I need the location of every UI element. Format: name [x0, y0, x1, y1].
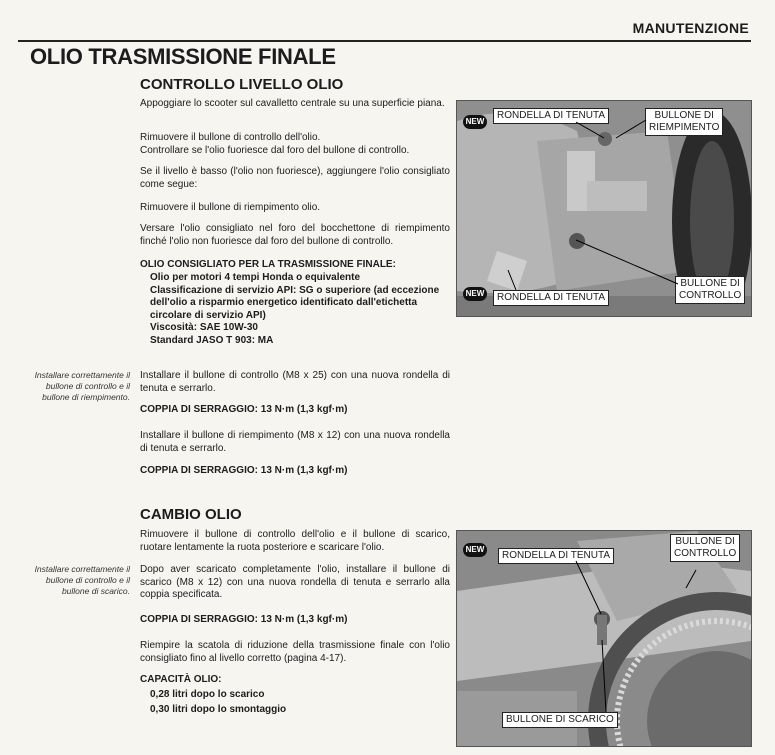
label-seal: RONDELLA DI TENUTA — [498, 548, 614, 564]
label-seal-top: RONDELLA DI TENUTA — [493, 108, 609, 124]
check-p1: Appoggiare lo scooter sul cavalletto centrale su una superficie piana. — [140, 98, 445, 109]
rec-oil-line: Classificazione di servizio API: SG o superiore (ad eccezione dell'olio a risparmio energetico identificato dall'etichetta circolare di servizio API) — [150, 284, 440, 321]
capacity-line: 0,30 litri dopo lo smontaggio — [150, 704, 287, 715]
check-p2a: Rimuovere il bullone di controllo dell'olio. — [140, 132, 321, 143]
page-title: OLIO TRASMISSIONE FINALE — [30, 44, 336, 69]
label-fill-bolt-line: RIEMPIMENTO — [649, 122, 720, 133]
change-heading: CAMBIO OLIO — [140, 506, 242, 523]
label-check-bolt-line: BULLONE DI — [675, 536, 735, 547]
label-check-bolt-line: CONTROLLO — [679, 290, 742, 301]
install-note-1: Installare correttamente il bullone di controllo e il bullone di riempimento. — [34, 370, 130, 402]
label-drain-bolt: BULLONE DI SCARICO — [502, 712, 618, 728]
section-header: MANUTENZIONE — [632, 20, 749, 36]
check-p2b: Controllare se l'olio fuoriesce dal foro del bullone di controllo. — [140, 145, 410, 156]
rec-oil-line: Olio per motori 4 tempi Honda o equivalente — [150, 272, 361, 283]
rec-oil-line: Standard JASO T 903: MA — [150, 334, 274, 346]
figure2-leaders — [456, 530, 750, 745]
header-rule — [18, 40, 751, 42]
new-badge: NEW — [463, 115, 487, 129]
capacity-heading: CAPACITÀ OLIO: — [140, 674, 222, 685]
change-p3: Riempire la scatola di riduzione della trasmissione finale con l'olio consigliato fino al livello corretto (pagina 4-17). — [140, 640, 450, 664]
label-seal-bottom: RONDELLA DI TENUTA — [493, 290, 609, 306]
check-p7: Installare il bullone di riempimento (M8 x 12) con una nuova rondella di tenuta e serrarlo. — [140, 430, 450, 454]
new-badge: NEW — [463, 543, 487, 557]
capacity-line: 0,28 litri dopo lo scarico — [150, 689, 265, 700]
label-fill-bolt-line: BULLONE DI — [654, 110, 714, 121]
check-p3: Se il livello è basso (l'olio non fuoriesce), aggiungere l'olio consigliato come segue: — [140, 166, 450, 190]
figure1-leaders — [456, 100, 750, 315]
new-badge: NEW — [463, 287, 487, 301]
rec-oil-line: Viscosità: SAE 10W-30 — [150, 322, 258, 333]
torque-2: COPPIA DI SERRAGGIO: 13 N·m (1,3 kgf·m) — [140, 465, 348, 476]
check-heading: CONTROLLO LIVELLO OLIO — [140, 76, 344, 93]
label-check-bolt-line: CONTROLLO — [674, 548, 737, 559]
check-p5: Versare l'olio consigliato nel foro del bocchettone di riempimento finché l'olio non fuoriesce dal foro del bullone di controllo. — [140, 223, 450, 247]
change-p2: Dopo aver scaricato completamente l'olio, installare il bullone di scarico (M8 x 12) con una nuova rondella di tenuta e serrarlo alla coppia specificata. — [140, 564, 450, 600]
check-p4: Rimuovere il bullone di riempimento olio. — [140, 202, 321, 213]
label-check-bolt-line: BULLONE DI — [680, 278, 740, 289]
torque-3: COPPIA DI SERRAGGIO: 13 N·m (1,3 kgf·m) — [140, 614, 348, 625]
check-p6: Installare il bullone di controllo (M8 x 25) con una nuova rondella di tenuta e serrarlo. — [140, 370, 450, 394]
torque-1: COPPIA DI SERRAGGIO: 13 N·m (1,3 kgf·m) — [140, 404, 348, 415]
install-note-2: Installare correttamente il bullone di controllo e il bullone di scarico. — [34, 564, 130, 596]
rec-oil-heading: OLIO CONSIGLIATO PER LA TRASMISSIONE FINALE: — [140, 259, 396, 270]
change-p1: Rimuovere il bullone di controllo dell'olio e il bullone di scarico, ruotare lentamente la ruota posteriore e scaricare l'olio. — [140, 529, 450, 553]
